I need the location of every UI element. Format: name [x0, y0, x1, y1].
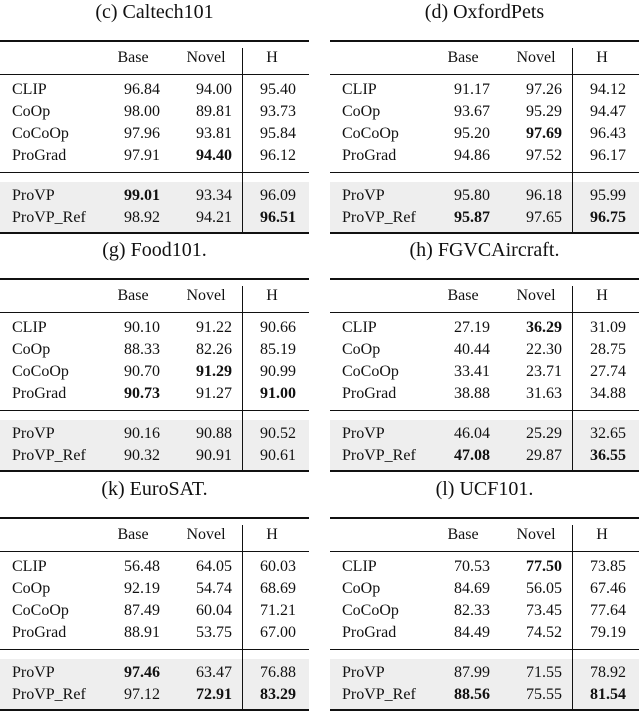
table-row: [0, 684, 309, 706]
table-row: [330, 622, 639, 644]
results-panel: [0, 0, 309, 234]
results-table: [0, 278, 309, 472]
method-cell: CoCoOp: [342, 363, 399, 380]
h-cell: 90.99: [260, 363, 296, 380]
table-bottom-rule: [330, 470, 639, 472]
novel-cell: 91.29: [196, 363, 232, 380]
header-h: H: [596, 287, 608, 304]
novel-cell: 73.45: [526, 602, 562, 619]
table-group-rule: [0, 410, 309, 411]
method-cell: CoCoOp: [342, 602, 399, 619]
header-base: Base: [447, 49, 479, 66]
results-table: [330, 517, 639, 711]
method-cell: CLIP: [12, 558, 47, 575]
table-row: [330, 339, 639, 361]
method-cell: ProGrad: [342, 624, 397, 641]
table-row: [0, 445, 309, 467]
base-cell: 90.32: [124, 447, 160, 464]
method-cell: ProGrad: [12, 624, 67, 641]
h-cell: 90.66: [260, 319, 296, 336]
header-base: Base: [447, 526, 479, 543]
table-bottom-rule: [0, 709, 309, 711]
header-base: Base: [117, 526, 149, 543]
h-cell: 94.12: [590, 81, 626, 98]
results-table: [330, 278, 639, 472]
h-cell: 90.52: [260, 425, 296, 442]
novel-cell: 93.81: [196, 125, 232, 142]
table-header-row: [0, 42, 309, 74]
h-cell: 60.03: [260, 558, 296, 575]
novel-cell: 75.55: [526, 686, 562, 703]
table-row: [0, 123, 309, 145]
novel-cell: 90.88: [196, 425, 232, 442]
base-cell: 88.56: [454, 686, 490, 703]
proposed-group: [330, 420, 639, 470]
base-cell: 84.69: [454, 580, 490, 597]
method-cell: CoCoOp: [12, 125, 69, 142]
method-cell: ProGrad: [12, 385, 67, 402]
method-cell: ProVP_Ref: [12, 447, 86, 464]
table-row: [0, 101, 309, 123]
method-cell: ProGrad: [12, 147, 67, 164]
method-cell: ProVP_Ref: [342, 209, 416, 226]
header-novel: Novel: [186, 287, 226, 304]
header-base: Base: [117, 287, 149, 304]
header-h: H: [596, 526, 608, 543]
h-cell: 77.64: [590, 602, 626, 619]
h-cell: 27.74: [590, 363, 626, 380]
proposed-group: [0, 420, 309, 470]
results-table: [0, 517, 309, 711]
h-cell: 31.09: [590, 319, 626, 336]
novel-cell: 63.47: [196, 664, 232, 681]
table-row: [0, 383, 309, 405]
baseline-group: [0, 313, 309, 410]
h-cell: 96.43: [590, 125, 626, 142]
base-cell: 82.33: [454, 602, 490, 619]
header-base: Base: [447, 287, 479, 304]
results-panel: [0, 477, 309, 711]
novel-cell: 91.27: [196, 385, 232, 402]
method-cell: CLIP: [12, 81, 47, 98]
method-cell: CLIP: [342, 319, 377, 336]
table-group-rule: [330, 172, 639, 173]
table-header-row: [330, 519, 639, 551]
table-row: [330, 600, 639, 622]
base-cell: 87.49: [124, 602, 160, 619]
header-novel: Novel: [186, 49, 226, 66]
table-row: [330, 556, 639, 578]
panel-caption: (h) FGVCAircraft.: [409, 239, 560, 261]
base-cell: 40.44: [454, 341, 490, 358]
table-bottom-rule: [330, 709, 639, 711]
base-cell: 47.08: [454, 447, 490, 464]
base-cell: 97.96: [124, 125, 160, 142]
table-row: [330, 662, 639, 684]
novel-cell: 91.22: [196, 319, 232, 336]
method-cell: CoOp: [342, 103, 381, 120]
header-novel: Novel: [516, 526, 556, 543]
table-bottom-rule: [0, 470, 309, 472]
novel-cell: 54.74: [196, 580, 232, 597]
base-cell: 95.87: [454, 209, 490, 226]
h-cell: 90.61: [260, 447, 296, 464]
h-cell: 96.51: [260, 209, 296, 226]
table-row: [330, 207, 639, 229]
h-cell: 34.88: [590, 385, 626, 402]
method-cell: ProVP: [342, 664, 385, 681]
novel-cell: 93.34: [196, 187, 232, 204]
h-cell: 71.21: [260, 602, 296, 619]
table-row: [330, 684, 639, 706]
base-cell: 90.70: [124, 363, 160, 380]
header-novel: Novel: [516, 287, 556, 304]
method-cell: CoOp: [342, 341, 381, 358]
table-header-row: [330, 280, 639, 312]
table-row: [330, 361, 639, 383]
method-cell: ProVP: [12, 187, 55, 204]
base-cell: 90.16: [124, 425, 160, 442]
base-cell: 93.67: [454, 103, 490, 120]
table-row: [330, 185, 639, 207]
novel-cell: 97.69: [526, 125, 562, 142]
base-cell: 98.92: [124, 209, 160, 226]
method-cell: CoCoOp: [12, 602, 69, 619]
proposed-group: [0, 182, 309, 232]
base-cell: 97.91: [124, 147, 160, 164]
novel-cell: 25.29: [526, 425, 562, 442]
novel-cell: 94.40: [196, 147, 232, 164]
novel-cell: 72.91: [196, 686, 232, 703]
novel-cell: 82.26: [196, 341, 232, 358]
novel-cell: 97.65: [526, 209, 562, 226]
h-cell: 67.00: [260, 624, 296, 641]
h-cell: 96.17: [590, 147, 626, 164]
method-cell: CoOp: [342, 580, 381, 597]
table-bottom-rule: [0, 232, 309, 234]
novel-cell: 89.81: [196, 103, 232, 120]
base-cell: 98.00: [124, 103, 160, 120]
novel-cell: 53.75: [196, 624, 232, 641]
table-row: [0, 317, 309, 339]
table-row: [330, 101, 639, 123]
method-cell: ProVP: [342, 425, 385, 442]
table-row: [0, 662, 309, 684]
novel-cell: 97.52: [526, 147, 562, 164]
results-table: [330, 40, 639, 234]
method-cell: CoCoOp: [342, 125, 399, 142]
method-cell: ProVP_Ref: [12, 686, 86, 703]
h-column-divider: [242, 286, 243, 470]
table-header-row: [330, 42, 639, 74]
h-cell: 79.19: [590, 624, 626, 641]
method-cell: ProVP_Ref: [342, 447, 416, 464]
base-cell: 84.49: [454, 624, 490, 641]
novel-cell: 95.29: [526, 103, 562, 120]
h-cell: 78.92: [590, 664, 626, 681]
method-cell: ProVP: [12, 425, 55, 442]
method-cell: CoOp: [12, 341, 51, 358]
table-group-rule: [330, 410, 639, 411]
proposed-group: [330, 182, 639, 232]
novel-cell: 90.91: [196, 447, 232, 464]
method-cell: CoCoOp: [12, 363, 69, 380]
base-cell: 90.73: [124, 385, 160, 402]
base-cell: 99.01: [124, 187, 160, 204]
novel-cell: 94.21: [196, 209, 232, 226]
base-cell: 97.46: [124, 664, 160, 681]
h-cell: 96.12: [260, 147, 296, 164]
novel-cell: 31.63: [526, 385, 562, 402]
method-cell: ProVP_Ref: [342, 686, 416, 703]
table-row: [0, 207, 309, 229]
table-group-rule: [330, 649, 639, 650]
table-bottom-rule: [330, 232, 639, 234]
h-cell: 93.73: [260, 103, 296, 120]
table-row: [0, 578, 309, 600]
results-table: [0, 40, 309, 234]
h-cell: 95.84: [260, 125, 296, 142]
h-cell: 68.69: [260, 580, 296, 597]
h-cell: 36.55: [590, 447, 626, 464]
panel-caption: (l) UCF101.: [435, 478, 534, 500]
results-panel: [330, 477, 639, 711]
base-cell: 38.88: [454, 385, 490, 402]
baseline-group: [0, 75, 309, 172]
baseline-group: [330, 75, 639, 172]
h-cell: 32.65: [590, 425, 626, 442]
novel-cell: 74.52: [526, 624, 562, 641]
h-cell: 76.88: [260, 664, 296, 681]
base-cell: 27.19: [454, 319, 490, 336]
h-cell: 73.85: [590, 558, 626, 575]
method-cell: CoOp: [12, 580, 51, 597]
table-row: [330, 145, 639, 167]
table-row: [0, 145, 309, 167]
base-cell: 90.10: [124, 319, 160, 336]
base-cell: 91.17: [454, 81, 490, 98]
novel-cell: 77.50: [526, 558, 562, 575]
method-cell: CLIP: [12, 319, 47, 336]
baseline-group: [330, 552, 639, 649]
h-cell: 95.40: [260, 81, 296, 98]
base-cell: 56.48: [124, 558, 160, 575]
proposed-group: [0, 659, 309, 709]
base-cell: 88.33: [124, 341, 160, 358]
base-cell: 94.86: [454, 147, 490, 164]
header-h: H: [266, 287, 278, 304]
header-novel: Novel: [516, 49, 556, 66]
base-cell: 46.04: [454, 425, 490, 442]
method-cell: ProGrad: [342, 385, 397, 402]
base-cell: 95.80: [454, 187, 490, 204]
table-group-rule: [0, 172, 309, 173]
novel-cell: 97.26: [526, 81, 562, 98]
h-cell: 28.75: [590, 341, 626, 358]
table-row: [0, 79, 309, 101]
proposed-group: [330, 659, 639, 709]
method-cell: CLIP: [342, 558, 377, 575]
table-row: [330, 578, 639, 600]
h-cell: 67.46: [590, 580, 626, 597]
base-cell: 70.53: [454, 558, 490, 575]
method-cell: CLIP: [342, 81, 377, 98]
results-panel: [330, 238, 639, 472]
panel-caption: (d) OxfordPets: [424, 1, 545, 23]
table-row: [0, 423, 309, 445]
h-column-divider: [242, 48, 243, 232]
table-row: [0, 622, 309, 644]
table-row: [330, 445, 639, 467]
table-row: [330, 423, 639, 445]
table-row: [0, 185, 309, 207]
base-cell: 96.84: [124, 81, 160, 98]
table-row: [330, 317, 639, 339]
table-row: [330, 79, 639, 101]
h-cell: 85.19: [260, 341, 296, 358]
panel-caption: (c) Caltech101: [95, 1, 214, 23]
header-h: H: [266, 49, 278, 66]
base-cell: 88.91: [124, 624, 160, 641]
h-cell: 83.29: [260, 686, 296, 703]
novel-cell: 71.55: [526, 664, 562, 681]
novel-cell: 96.18: [526, 187, 562, 204]
table-group-rule: [0, 649, 309, 650]
base-cell: 92.19: [124, 580, 160, 597]
h-cell: 91.00: [260, 385, 296, 402]
table-row: [0, 361, 309, 383]
method-cell: ProVP_Ref: [12, 209, 86, 226]
header-novel: Novel: [186, 526, 226, 543]
novel-cell: 36.29: [526, 319, 562, 336]
method-cell: ProVP: [12, 664, 55, 681]
base-cell: 95.20: [454, 125, 490, 142]
panel-caption: (g) Food101.: [102, 239, 207, 261]
table-row: [330, 383, 639, 405]
novel-cell: 23.71: [526, 363, 562, 380]
h-cell: 94.47: [590, 103, 626, 120]
method-cell: ProGrad: [342, 147, 397, 164]
novel-cell: 29.87: [526, 447, 562, 464]
h-column-divider: [572, 286, 573, 470]
h-column-divider: [242, 525, 243, 709]
table-row: [0, 600, 309, 622]
base-cell: 97.12: [124, 686, 160, 703]
h-column-divider: [572, 525, 573, 709]
table-header-row: [0, 519, 309, 551]
header-h: H: [266, 526, 278, 543]
h-cell: 96.09: [260, 187, 296, 204]
table-row: [0, 339, 309, 361]
header-h: H: [596, 49, 608, 66]
baseline-group: [0, 552, 309, 649]
novel-cell: 64.05: [196, 558, 232, 575]
results-panel: [330, 0, 639, 234]
method-cell: CoOp: [12, 103, 51, 120]
results-panel: [0, 238, 309, 472]
novel-cell: 56.05: [526, 580, 562, 597]
base-cell: 87.99: [454, 664, 490, 681]
header-base: Base: [117, 49, 149, 66]
novel-cell: 22.30: [526, 341, 562, 358]
base-cell: 33.41: [454, 363, 490, 380]
panel-caption: (k) EuroSAT.: [101, 478, 208, 500]
table-row: [330, 123, 639, 145]
h-cell: 81.54: [590, 686, 626, 703]
novel-cell: 94.00: [196, 81, 232, 98]
baseline-group: [330, 313, 639, 410]
method-cell: ProVP: [342, 187, 385, 204]
h-column-divider: [572, 48, 573, 232]
h-cell: 96.75: [590, 209, 626, 226]
table-row: [0, 556, 309, 578]
table-header-row: [0, 280, 309, 312]
h-cell: 95.99: [590, 187, 626, 204]
novel-cell: 60.04: [196, 602, 232, 619]
